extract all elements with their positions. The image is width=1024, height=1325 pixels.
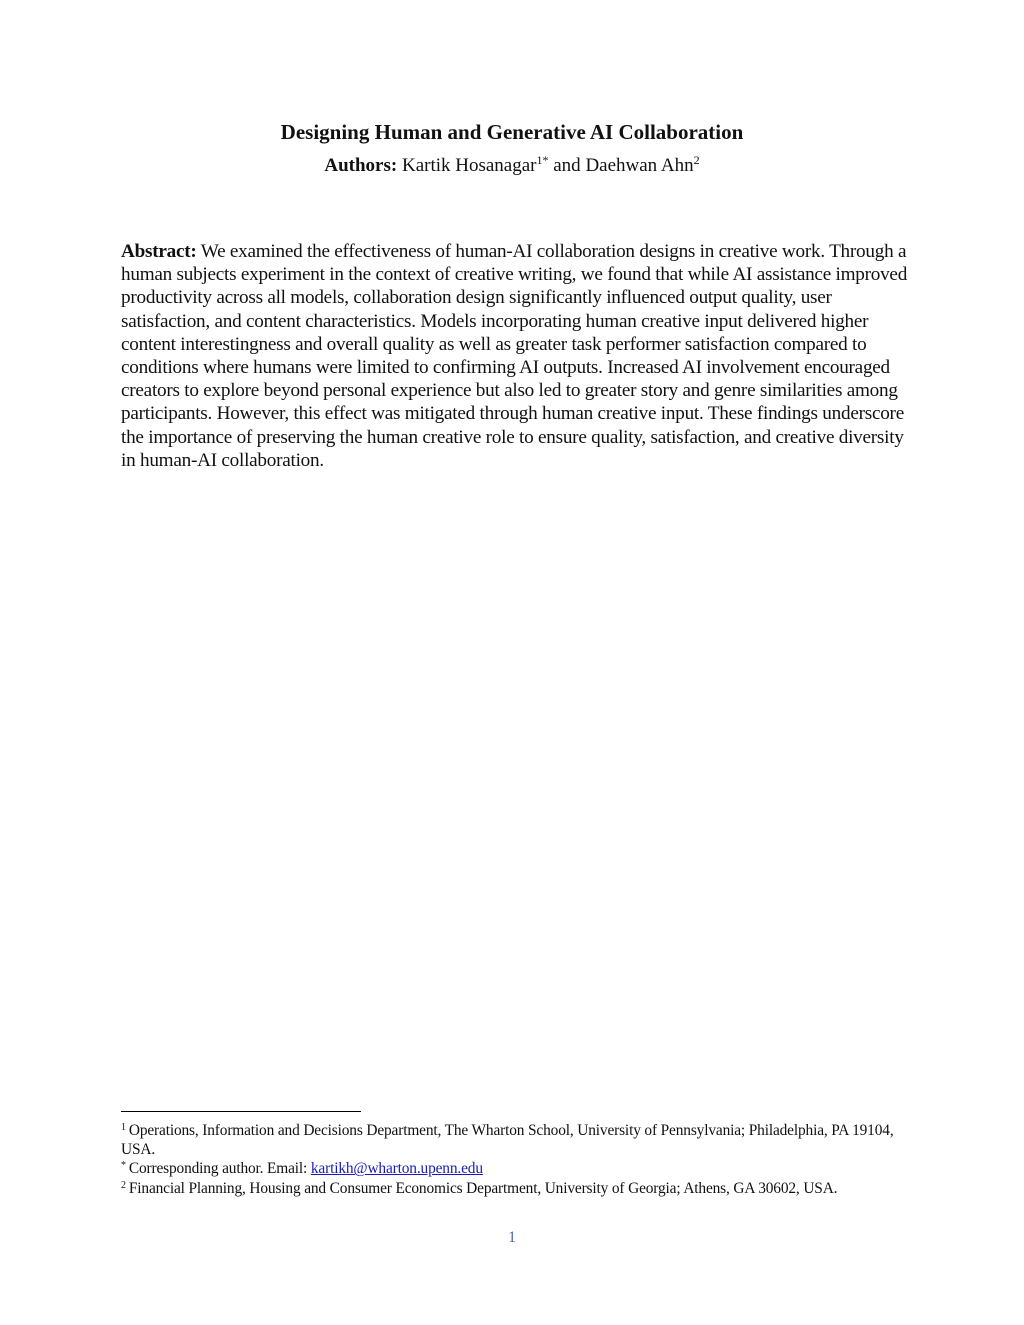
email-link[interactable]: kartikh@wharton.upenn.edu bbox=[310, 1160, 483, 1178]
footnote-divider bbox=[121, 1111, 361, 1112]
abstract-label: Abstract: bbox=[121, 241, 197, 262]
footnote-2-text: Financial Planning, Housing and Consumer Economics Department, University of Georgia; Athens, GA 30602, USA. bbox=[128, 1179, 838, 1197]
footnote-1-mark: 1 bbox=[121, 1122, 126, 1133]
authors-label: Authors: bbox=[324, 155, 398, 176]
footnote-2-mark: 2 bbox=[121, 1179, 126, 1191]
author-line bbox=[0, 153, 1024, 179]
footnote-corresponding-text: Corresponding author. Email: bbox=[128, 1160, 308, 1178]
author-2-name: Daehwan Ahn bbox=[585, 155, 694, 176]
author-connector: and bbox=[553, 155, 581, 176]
footnote-star-mark: * bbox=[121, 1160, 126, 1172]
paper-title: Designing Human and Generative AI Collaboration bbox=[280, 120, 744, 144]
footnote-1-text: Operations, Information and Decisions Department, The Wharton School, University of Pennsylvania; Philadelphia, PA 19104, USA. bbox=[121, 1122, 894, 1159]
footnote-1 bbox=[121, 1121, 901, 1159]
footnote-2 bbox=[121, 1179, 901, 1198]
author-1-name: Kartik Hosanagar bbox=[401, 155, 537, 176]
footnote-corresponding bbox=[121, 1159, 901, 1178]
abstract-text: We examined the effectiveness of human-AI collaboration designs in creative work. Through a human subjects experiment in the context of creative writing, we found that while AI assistance improved productivity across all models, collaboration design significantly influenced output quality, user satisfaction, and content characteristics. Models incorporating human creative input delivered higher content interestingness and overall quality as well as greater task performer satisfaction compared to conditions where humans were limited to confirming AI outputs. Increased AI involvement encouraged creators to explore beyond personal experience but also led to greater story and genre similarities among participants. However, this effect was mitigated through human creative input. These findings underscore the importance of preserving the human creative role to ensure quality, satisfaction, and creative diversity in human-AI collaboration. bbox=[121, 241, 908, 471]
author-1-mark: 1* bbox=[536, 153, 549, 167]
author-2-mark: 2 bbox=[693, 153, 700, 167]
footnotes bbox=[121, 1121, 901, 1198]
page-number: 1 bbox=[508, 1229, 516, 1246]
abstract bbox=[121, 240, 911, 472]
